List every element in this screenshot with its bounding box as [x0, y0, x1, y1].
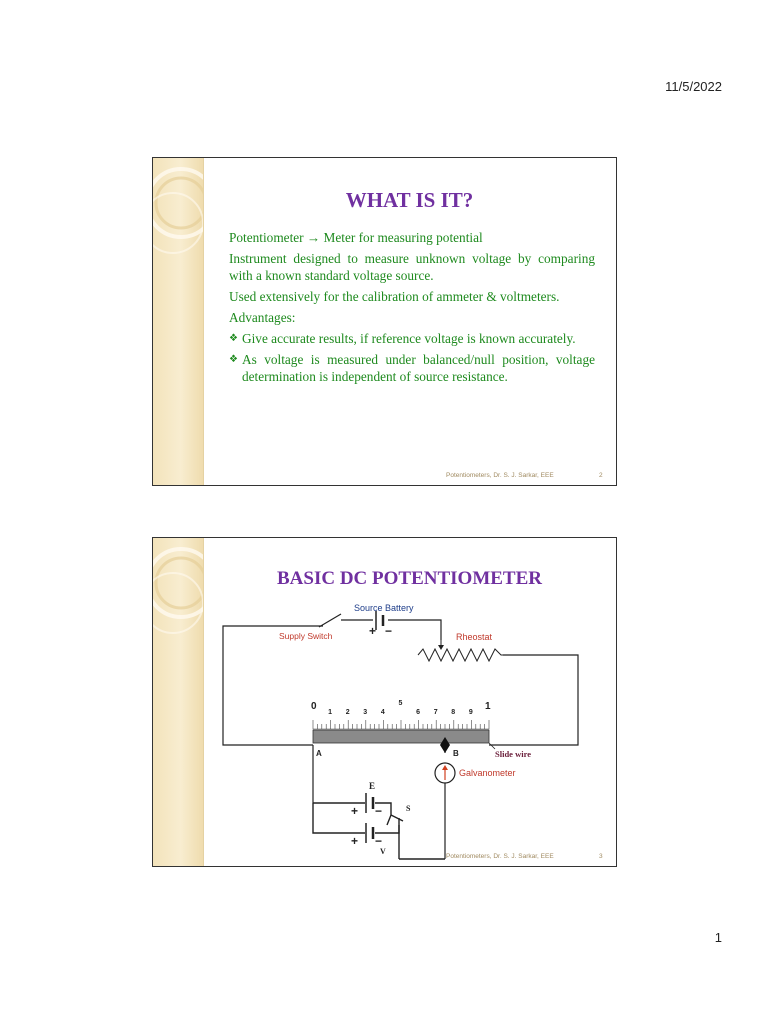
- advantages-heading: Advantages:: [229, 310, 296, 325]
- scale-number-labels: [328, 700, 473, 716]
- advantage-item: ❖ As voltage is measured under balanced/null position, voltage determination is independent of source resistance.: [229, 352, 595, 384]
- slide-decoration-sidebar: [153, 538, 203, 866]
- slide-decoration-sidebar: [153, 158, 203, 485]
- standard-cell-e: [366, 793, 373, 813]
- slide-what-is-it: [152, 157, 617, 486]
- footer-credit: Potentiometers, Dr. S. J. Sarkar, EEE: [446, 853, 554, 860]
- footer-credit: Potentiometers, Dr. S. J. Sarkar, EEE: [446, 472, 554, 479]
- galvanometer-label: Galvanometer: [459, 768, 516, 778]
- e-minus-sign: −: [375, 804, 383, 818]
- scale-number: 7: [433, 709, 438, 716]
- e-plus-sign: +: [351, 804, 359, 818]
- scale-number: 2: [345, 709, 350, 716]
- battery-minus-sign: −: [385, 624, 393, 638]
- slide-wire-label: Slide wire: [495, 749, 531, 759]
- galvanometer: [435, 763, 455, 783]
- point-b-label: B: [453, 749, 459, 758]
- header-date: 11/5/2022: [665, 79, 722, 94]
- paragraph-instrument: Instrument designed to measure unknown voltage by comparing with a known standard voltage source.: [229, 251, 595, 283]
- measurement-scale: [313, 720, 489, 729]
- slide-number: 2: [599, 472, 603, 479]
- potentiometer-circuit-diagram: [213, 593, 613, 863]
- point-a-label: A: [316, 749, 322, 758]
- unknown-source-v: [366, 823, 373, 843]
- scale-number: 8: [451, 709, 456, 716]
- slide-wire-bar: [313, 730, 489, 743]
- v-plus-sign: +: [351, 834, 359, 848]
- scale-number: 4: [380, 709, 385, 716]
- scale-number: 9: [468, 709, 473, 716]
- definition-line: [229, 229, 595, 246]
- scale-number: 3: [363, 709, 368, 716]
- battery-plus-sign: +: [369, 624, 377, 638]
- supply-switch-label: Supply Switch: [279, 631, 333, 641]
- slide-title: WHAT IS IT?: [345, 188, 474, 212]
- rheostat: [418, 640, 505, 661]
- scale-start-label: 0: [311, 701, 317, 712]
- definition-term: Potentiometer: [229, 230, 307, 245]
- paragraph-usage: Used extensively for the calibration of ammeter & voltmeters.: [229, 289, 560, 304]
- diamond-bullet-icon: ❖: [229, 354, 238, 365]
- scale-number: 6: [416, 709, 421, 716]
- source-battery: [376, 611, 383, 630]
- switch-s-label: S: [406, 804, 411, 813]
- swirl-decoration: [153, 538, 203, 866]
- slide-basic-dc-potentiometer: [152, 537, 617, 867]
- slide-title: BASIC DC POTENTIOMETER: [277, 568, 542, 589]
- page-number: 1: [714, 930, 722, 945]
- diamond-bullet-icon: ❖: [229, 333, 238, 344]
- sidebar-divider: [203, 158, 204, 485]
- scale-number: 5: [398, 700, 403, 707]
- advantage-item: ❖ Give accurate results, if reference voltage is known accurately.: [229, 331, 576, 346]
- source-battery-label: Source Battery: [354, 603, 414, 613]
- definition-text: Meter for measuring potential: [320, 230, 483, 245]
- rheostat-label: Rheostat: [456, 632, 493, 642]
- slide-body: [229, 229, 595, 389]
- slide-number: 3: [599, 853, 603, 860]
- v-label: V: [380, 847, 386, 856]
- sidebar-divider: [203, 538, 204, 866]
- e-label: E: [369, 781, 376, 791]
- scale-end-label: 1: [485, 701, 491, 712]
- swirl-decoration: [153, 158, 203, 485]
- scale-number: 1: [328, 709, 333, 716]
- v-minus-sign: −: [375, 834, 383, 848]
- right-arrow-icon: →: [306, 230, 321, 245]
